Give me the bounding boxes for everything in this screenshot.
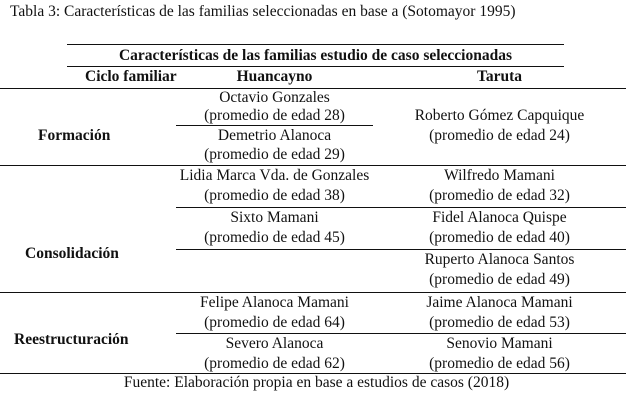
top-rule <box>67 44 564 45</box>
column-header-taruta: Taruta <box>476 68 523 85</box>
cell-name: Demetrio Alanoca <box>217 127 332 144</box>
consolidacion-bottom-rule <box>0 292 626 293</box>
group-header: Características de las familias estudio de caso seleccionadas <box>118 47 513 64</box>
cell-name: Severo Alanoca <box>225 335 324 352</box>
cell-age: (promedio de edad 64) <box>204 314 345 331</box>
cell-name: Ruperto Alanoca Santos <box>424 251 575 268</box>
formacion-bottom-rule <box>0 165 626 166</box>
formacion-inner-rule <box>176 125 373 126</box>
cell-age: (promedio de edad 28) <box>204 107 345 124</box>
cell-age: (promedio de edad 49) <box>429 271 570 288</box>
cell-age: (promedio de edad 38) <box>204 187 345 204</box>
cell-name: Wilfredo Mamani <box>444 167 555 184</box>
cell-age: (promedio de edad 40) <box>429 229 570 246</box>
consolidacion-inner-rule-2 <box>176 249 626 250</box>
cell-name: Lidia Marca Vda. de Gonzales <box>179 167 370 184</box>
table-caption: Tabla 3: Características de las familias seleccionadas en base a (Sotomayor 1995) <box>10 3 516 20</box>
cell-age: (promedio de edad 29) <box>204 146 345 163</box>
cell-age: (promedio de edad 32) <box>429 187 570 204</box>
row-label-consolidacion: Consolidación <box>25 245 119 262</box>
cell-age: (promedio de edad 56) <box>429 355 570 372</box>
cell-age: (promedio de edad 53) <box>429 314 570 331</box>
cell-name: Felipe Alanoca Mamani <box>200 294 349 311</box>
cell-name: Octavio Gonzales <box>219 89 330 106</box>
column-header-ciclo-familiar: Ciclo familiar <box>85 68 177 85</box>
consolidacion-inner-rule-1 <box>176 207 626 208</box>
row-label-reestructuracion: Reestructuración <box>14 331 129 348</box>
cell-name: Jaime Alanoca Mamani <box>426 294 573 311</box>
source-note: Fuente: Elaboración propia en base a estudios de casos (2018) <box>123 374 510 391</box>
cell-age: (promedio de edad 45) <box>204 229 345 246</box>
group-header-rule <box>67 66 564 67</box>
cell-name: Senovio Mamani <box>446 335 553 352</box>
reestructuracion-inner-rule <box>176 333 626 334</box>
cell-name: Sixto Mamani <box>230 209 319 226</box>
column-header-huancayno: Huancayno <box>236 68 313 85</box>
cell-name: Fidel Alanoca Quispe <box>432 209 567 226</box>
cell-age: (promedio de edad 24) <box>429 127 570 144</box>
cell-name: Roberto Gómez Capquique <box>414 107 585 124</box>
row-label-formacion: Formación <box>38 127 111 144</box>
cell-age: (promedio de edad 62) <box>204 355 345 372</box>
